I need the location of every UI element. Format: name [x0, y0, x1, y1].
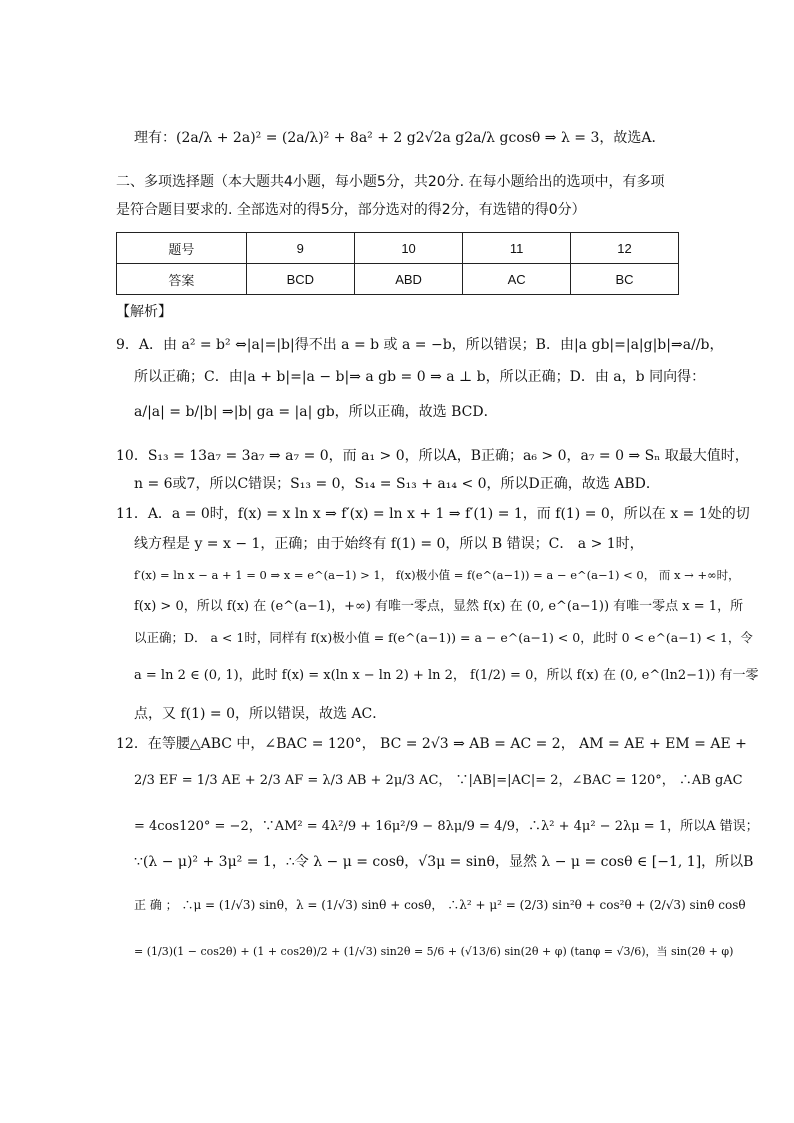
table-cell: BCD: [246, 264, 354, 295]
solution-12-line-5: 正 确 ； ∴μ = (1/√3) sinθ，λ = (1/√3) sinθ + cosθ， ∴λ² + μ² = (2/3) sin²θ + cos²θ + (2/√3) sinθ cosθ: [134, 898, 746, 912]
solution-9-line-1: 9．A．由 a² = b² ⇔|a|=|b|得不出 a = b 或 a = −b，所以错误；B．由|a gb|=|a|g|b|⇒a//b，: [116, 337, 724, 353]
answer-table: [116, 232, 679, 295]
section-heading-cont: 是符合题目要求的. 全部选对的得5分，部分选对的得2分，有选错的得0分）: [116, 202, 586, 218]
analysis-tag: 【解析】: [116, 304, 172, 320]
solution-12-line-3: = 4cos120° = −2，∵AM² = 4λ²/9 + 16μ²/9 − 8λμ/9 = 4/9，∴λ² + 4μ² − 2λμ = 1，所以A 错误；: [134, 819, 759, 834]
section-heading: 二、多项选择题（本大题共4小题，每小题5分，共20分. 在每小题给出的选项中，有多项: [116, 174, 665, 190]
solution-12-line-2: 2/3 EF = 1/3 AE + 2/3 AF = λ/3 AB + 2μ/3 AC， ∵|AB|=|AC|= 2，∠BAC = 120°， ∴AB gAC: [134, 773, 743, 788]
line-conclusion-prev: 理有：(2a/λ + 2a)² = (2a/λ)² + 8a² + 2 g2√2a g2a/λ gcosθ ⇒ λ = 3，故选A．: [134, 130, 666, 146]
table-row: [117, 264, 679, 295]
solution-10-line-2: n = 6或7，所以C错误；S₁₃ = 0，S₁₄ = S₁₃ + a₁₄ < 0，所以D正确，故选 ABD．: [134, 476, 660, 492]
solution-11-line-1: 11．A．a = 0时，f(x) = x ln x ⇒ f′(x) = ln x + 1 ⇒ f′(1) = 1，而 f(1) = 0，所以在 x = 1处的切: [116, 506, 750, 522]
solution-11-line-6: a = ln 2 ∈ (0, 1)，此时 f(x) = x(ln x − ln 2) + ln 2， f(1/2) = 0，所以 f(x) 在 (0, e^(ln2−1)) 有一零: [134, 668, 759, 683]
table-header-cell: 答案: [117, 264, 247, 295]
solution-11-line-3: f′(x) = ln x − a + 1 = 0 ⇒ x = e^(a−1) > 1， f(x)极小值 = f(e^(a−1)) = a − e^(a−1) < 0， 而 x → +∞时，: [134, 568, 740, 582]
solution-10-line-1: 10．S₁₃ = 13a₇ = 3a₇ ⇒ a₇ = 0，而 a₁ > 0，所以A，B正确；a₆ > 0，a₇ = 0 ⇒ Sₙ 取最大值时，: [116, 448, 749, 464]
solution-12-line-1: 12．在等腰△ABC 中，∠BAC = 120°， BC = 2√3 ⇒ AB = AC = 2， AM = AE + EM = AE +: [116, 736, 747, 752]
table-cell: 12: [571, 233, 679, 264]
table-cell: 11: [463, 233, 571, 264]
table-cell: 10: [354, 233, 462, 264]
table-cell: AC: [463, 264, 571, 295]
solution-9-line-3: a/|a| = b/|b| ⇒|b| ga = |a| gb，所以正确，故选 BCD．: [134, 404, 498, 420]
solution-12-line-6: = (1/3)(1 − cos2θ) + (1 + cos2θ)/2 + (1/√3) sin2θ = 5/6 + (√13/6) sin(2θ + φ) (tanφ = √3/6)，当 sin(2θ + φ): [134, 945, 734, 958]
solution-9-line-2: 所以正确；C．由|a + b|=|a − b|⇒ a gb = 0 ⇒ a ⊥ b，所以正确；D．由 a，b 同向得：: [134, 369, 706, 385]
solution-11-line-7: 点，又 f(1) = 0，所以错误，故选 AC．: [134, 706, 387, 722]
solution-12-line-4: ∵(λ − μ)² + 3μ² = 1，∴令 λ − μ = cosθ，√3μ = sinθ，显然 λ − μ = cosθ ∈ [−1, 1]，所以B: [134, 854, 754, 870]
table-row: [117, 233, 679, 264]
solution-11-line-4: f(x) > 0，所以 f(x) 在 (e^(a−1)，+∞) 有唯一零点，显然 f(x) 在 (0, e^(a−1)) 有唯一零点 x = 1，所: [134, 599, 744, 614]
solution-11-line-2: 线方程是 y = x − 1，正确；由于始终有 f(1) = 0，所以 B 错误；C． a > 1时，: [134, 536, 644, 552]
table-header-cell: 题号: [117, 233, 247, 264]
solution-11-line-5: 以正确；D． a < 1时，同样有 f(x)极小值 = f(e^(a−1)) = a − e^(a−1) < 0，此时 0 < e^(a−1) < 1，令: [134, 630, 753, 645]
table-cell: ABD: [354, 264, 462, 295]
table-cell: 9: [246, 233, 354, 264]
table-cell: BC: [571, 264, 679, 295]
